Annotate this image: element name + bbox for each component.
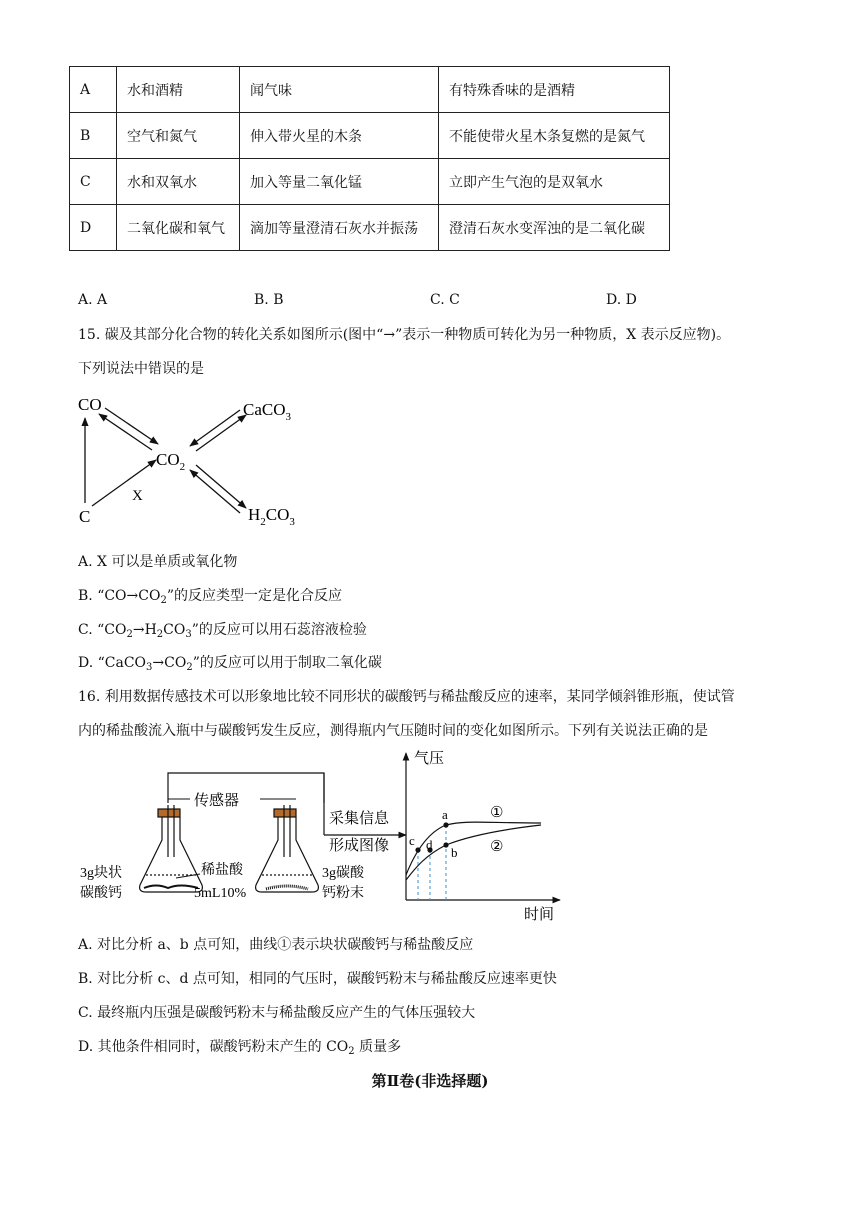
q15-option-c: C. “$CO_2\to H_2CO_3$”的反应可以用石蕊溶液检验 [78, 622, 367, 640]
arrow-caco3-to-co2 [190, 410, 240, 446]
left-flask [140, 805, 203, 892]
row-method: 滴加等量澄清石灰水并振荡 [240, 205, 439, 251]
point-c-label: c [409, 833, 415, 848]
pressure-experiment-figure [76, 745, 576, 925]
row-result: 不能使带火星木条复燃的是氮气 [439, 113, 670, 159]
collect-label-2: 形成图像 [329, 838, 390, 854]
label-c: C [79, 507, 91, 526]
row-substances: 水和酒精 [117, 67, 240, 113]
q16-option-a: A. 对比分析 a、b 点可知，曲线①表示块状碳酸钙与稀盐酸反应 [78, 937, 474, 953]
row-method: 伸入带火星的木条 [240, 113, 439, 159]
section-title: 第Ⅱ卷(非选择题) [371, 1072, 489, 1090]
point-d-label: d [426, 837, 433, 852]
row-result: 澄清石灰水变浑浊的是二氧化碳 [439, 205, 670, 251]
q16-option-b: B. 对比分析 c、d 点可知，相同的气压时，碳酸钙粉末与稀盐酸反应速率更快 [78, 971, 557, 987]
row-substances: 水和双氧水 [117, 159, 240, 205]
table-row [70, 159, 670, 205]
curve-2-label: ② [490, 839, 504, 855]
label-caco3: CaCO$_3$ [243, 400, 291, 423]
y-axis-label: 气压 [414, 751, 445, 767]
table-row [70, 67, 670, 113]
carbon-conversion-diagram [70, 388, 320, 533]
label-h2co3: $H_2CO_3$ [248, 505, 295, 528]
row-letter: C [70, 159, 117, 205]
point-b [443, 842, 448, 847]
point-a [443, 822, 448, 827]
row-letter: D [70, 205, 117, 251]
left-flask-label-1: 3g块状 [80, 866, 122, 881]
label-co: CO [78, 395, 102, 414]
q15-stem-line1: 15. 碳及其部分化合物的转化关系如图所示(图中“→”表示一种物质可转化为另一种物质，X 表示反应物)。 [78, 327, 731, 343]
q15-stem-line2: 下列说法中错误的是 [78, 361, 204, 377]
row-method: 加入等量二氧化锰 [240, 159, 439, 205]
sensor-label: 传感器 [194, 793, 240, 809]
table-row [70, 113, 670, 159]
point-b-label: b [451, 845, 458, 860]
q15-option-d: D. “$CaCO_3\to CO_2$”的反应可以用于制取二氧化碳 [78, 655, 382, 673]
acid-label-2: 5mL10% [194, 886, 247, 901]
acid-label-1: 稀盐酸 [201, 863, 243, 878]
q16-stem-line1: 16. 利用数据传感技术可以形象地比较不同形状的碳酸钙与稀盐酸反应的速率，某同学倾斜锥形瓶，使试管 [78, 689, 735, 705]
row-letter: A [70, 67, 117, 113]
q14-choice-c: C. C [430, 292, 460, 308]
q15-option-a: A. X 可以是单质或氧化物 [78, 554, 238, 570]
label-co2: $CO_2$ [156, 450, 186, 473]
q16-option-d: D. 其他条件相同时，碳酸钙粉末产生的 $CO_2$ 质量多 [78, 1039, 402, 1057]
label-x: X [132, 488, 143, 504]
row-letter: B [70, 113, 117, 159]
arrow-c-to-co2 [92, 460, 156, 506]
arrow-h2co3-to-co2 [190, 470, 240, 513]
collect-label-1: 采集信息 [329, 811, 390, 827]
row-result: 有特殊香味的是酒精 [439, 67, 670, 113]
row-substances: 空气和氮气 [117, 113, 240, 159]
curve-1-label: ① [490, 805, 504, 821]
right-flask-label-2: 钙粉末 [322, 886, 364, 901]
row-result: 立即产生气泡的是双氧水 [439, 159, 670, 205]
row-substances: 二氧化碳和氧气 [117, 205, 240, 251]
q16-option-c: C. 最终瓶内压强是碳酸钙粉末与稀盐酸反应产生的气体压强较大 [78, 1005, 476, 1021]
table-row [70, 205, 670, 251]
q14-choice-d: D. D [606, 292, 637, 308]
right-flask-label-1: 3g碳酸 [322, 866, 364, 881]
x-axis-label: 时间 [524, 907, 555, 923]
point-a-label: a [442, 807, 448, 822]
q15-option-b: B. “$CO\to CO_2$”的反应类型一定是化合反应 [78, 588, 343, 606]
point-c [415, 847, 420, 852]
arrow-co2-to-caco3 [196, 415, 246, 451]
q16-stem-line2: 内的稀盐酸流入瓶中与碳酸钙发生反应，测得瓶内气压随时间的变化如图所示。下列有关说法正确的是 [78, 723, 708, 739]
options-table [69, 66, 670, 251]
arrow-co-to-co2 [105, 408, 158, 444]
left-flask-label-2: 碳酸钙 [80, 886, 122, 901]
q14-choice-a: A. A [78, 292, 108, 308]
right-flask [256, 805, 319, 892]
q14-choice-b: B. B [254, 292, 284, 308]
curve-2 [406, 825, 541, 880]
arrow-co2-to-co [99, 414, 152, 450]
row-method: 闻气味 [240, 67, 439, 113]
arrow-co2-to-h2co3 [196, 465, 246, 508]
